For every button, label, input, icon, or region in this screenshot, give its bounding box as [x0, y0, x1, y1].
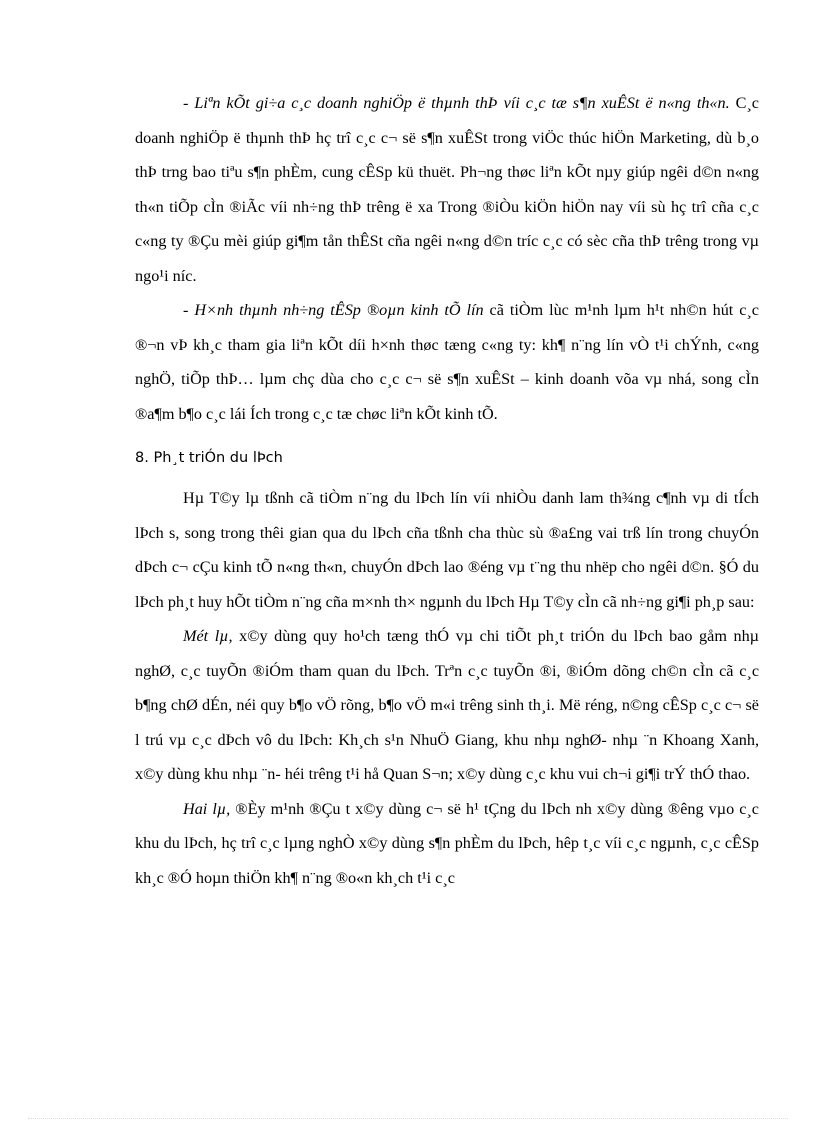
paragraph-text: ®Èy m¹nh ®Çu t x©y dùng c¬ së h¹ tÇng du lÞch nh x©y dùng ®êng vµo c¸c khu du lÞch, hç trî c¸c lµng nghÒ x©y dùng s¶n phÈm du lÞch, hêp t¸c víi c¸c ngµnh, c¸c cÊSp kh¸c ®Ó hoµn thiÖn kh¶ n¨ng ®o«n kh¸ch t¹i c¸c [135, 799, 759, 887]
section-heading: 8. Ph¸t triÓn du lÞch [135, 450, 283, 466]
paragraph-text: x©y dùng quy ho¹ch tæng thÓ vµ chi tiÕt ph¸t triÓn du lÞch bao gåm nhµ nghØ, c¸c tuyÕn ®iÓm tham quan du lÞch. Trªn c¸c tuyÕn ®i, ®iÓm dõng ch©n cÌn cã c¸c b¶ng chØ dÉn, néi quy b¶o vÖ rõng, b¶o vÖ m«i trêng sinh th¸i. Më réng, n©ng cÊSp c¸c c¬ së l trú vµ c¸c dÞch vô du lÞch: Kh¸ch s¹n NhuÖ Giang, khu nhµ nghØ- nhµ ¨n Khoang Xanh, x©y dùng khu nhµ ¨n- héi trêng t¹i hå Quan S¬n; x©y dùng c¸c khu vui ch¬i gi¶i trÝ thÓ thao. [135, 627, 759, 783]
paragraph-first-solution [135, 619, 759, 792]
paragraph-text: C¸c doanh nghiÖp ë thµnh thÞ hç trî c¸c c¬ së s¶n xuÊSt trong viÖc thúc hiÖn Marketing, dù b¸o thÞ trng bao tiªu s¶n phÈm, cung cÊSp kü thuët. Ph¬ng thøc liªn kÕt nµy giúp ngêi d©n n«ng th«n tiÕp cÌn ®iÃc víi nh÷ng thÞ trêng ë xa Trong ®iÒu kiÖn hiÖn nay víi sù hç trî cña c¸c c«ng ty ®Çu mèi giúp gi¶m tån thÊSt cña ngêi n«ng d©n tríc c¸c có sèc cña thÞ trêng trong vµ ngo¹i níc. [135, 94, 759, 285]
paragraph-link-urban-enterprises [135, 86, 759, 293]
paragraph-tourism-potential [135, 481, 759, 619]
paragraph-second-solution [135, 792, 759, 896]
paragraph-lead-italic: Mét lµ, [183, 627, 233, 645]
paragraph-text: Hµ T©y lµ tßnh cã tiÒm n¨ng du lÞch lín víi nhiÒu danh lam th¾ng c¶nh vµ di tÍch lÞch s, song trong thêi gian qua du lÞch cña tßnh cha thùc sù ®a£ng vai trß lín trong chuyÓn dÞch c¬ cÇu kinh tÕ n«ng th«n, chuyÓn dÞch lao ®éng vµ t¨ng thu nhëp cho ngêi d©n. §Ó du lÞch ph¸t huy hÕt tiÒm n¨ng cña m×nh th× ngµnh du lÞch Hµ T©y cÌn cã nh÷ng gi¶i ph¸p sau: [135, 489, 759, 611]
document-body [135, 86, 759, 895]
page-bottom-divider [28, 1118, 788, 1119]
paragraph-lead-italic: Hai lµ, [183, 799, 231, 818]
paragraph-text: cã tiÒm lùc m¹nh lµm h¹t nh©n hút c¸c ®¬n vÞ kh¸c tham gia liªn kÕt díi h×nh thøc tæng c«ng ty: kh¶ n¨ng lín vÒ t¹i chÝnh, c«ng nghÖ, tiÕp thÞ… lµm chç dùa cho c¸c c¬ së s¶n xuÊSt – kinh doanh võa vµ nhá, song cÌn ®a¶m b¶o c¸c lái Ích trong c¸c tæ chøc liªn kÕt kinh tÕ. [135, 301, 759, 423]
paragraph-large-economic-groups [135, 293, 759, 431]
paragraph-lead-italic: - Liªn kÕt gi÷a c¸c doanh nghiÖp ë thµnh thÞ víi c¸c tæ s¶n xuÊSt ë n«ng th«n. [183, 94, 730, 112]
paragraph-lead-italic: - H×nh thµnh nh÷ng tÊSp ®oµn kinh tÕ lín [183, 301, 484, 319]
